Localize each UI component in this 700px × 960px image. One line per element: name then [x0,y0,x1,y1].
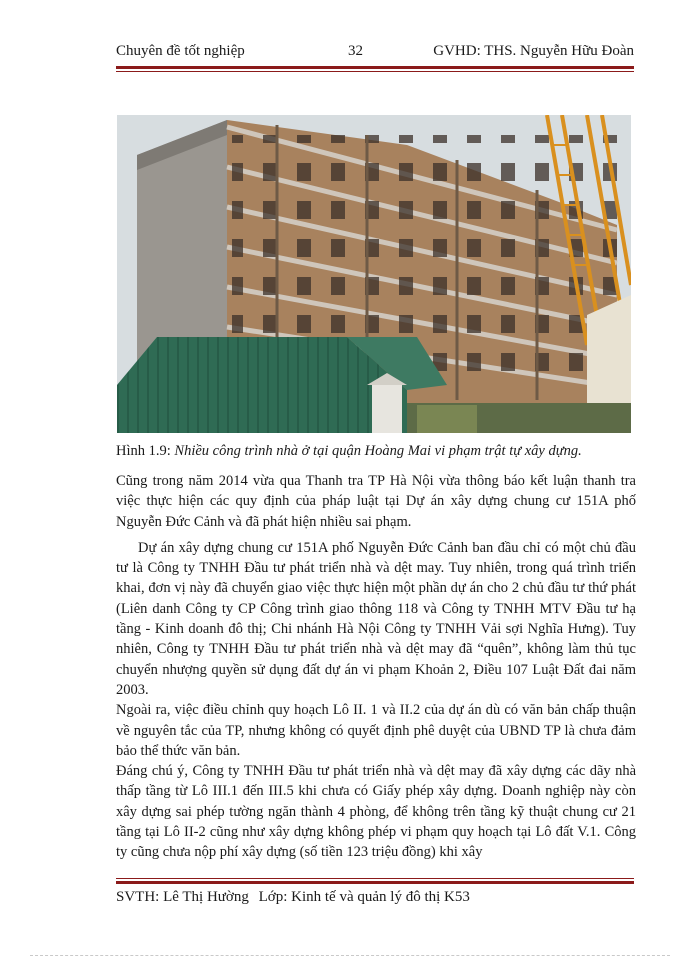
caption-label: Hình 1.9: [116,443,171,459]
body-text [116,471,636,863]
header-document-type: Chuyên đề tốt nghiệp [116,43,245,59]
header-supervisor: GVHD: THS. Nguyễn Hữu Đoàn [433,43,634,59]
paragraph-4: Đáng chú ý, Công ty TNHH Đầu tư phát triển nhà và dệt may đã xây dựng các dãy nhà thấp tầng từ Lô III.1 đến III.5 khi chưa có Giấy phép xây dựng. Doanh nghiệp này còn xây dựng sai phép tường ngăn thành 4 phòng, để không trên tầng kỹ thuật chung cư 21 tầng tại Lô II-2 cũng như xây dựng không phép vi phạm quy hoạch tại Lô đất V.1. Công ty cũng chưa nộp phí xây dựng (số tiền 123 triệu đồng) khi xây [116,763,636,861]
page-edge-divider [30,955,670,956]
paragraph-2: Dự án xây dựng chung cư 151A phố Nguyễn Đức Cảnh ban đầu chỉ có một chủ đầu tư là Công ty TNHH Đầu tư phát triển nhà và dệt may. Tuy nhiên, trong quá trình triển khai, đơn vị này đã chuyển giao việc thực hiện một phần dự án cho 2 chủ đầu tư thứ phát (Liên danh Công ty CP Công trình giao thông 118 và Công ty TNHH MTV Đầu tư hạ tầng - Kinh doanh đô thị; Chi nhánh Hà Nội Công ty TNHH Vải sợi Nghĩa Hưng). Tuy nhiên, Công ty TNHH Đầu tư phát triển nhà và dệt may đã “quên”, không làm thủ tục chuyển nhượng quyền sử dụng đất dự án vi phạm Khoản 2, Điều 107 Luật Đất đai năm 2003. [116,539,636,698]
page-header [116,40,634,62]
paragraph-3: Ngoài ra, việc điều chỉnh quy hoạch Lô II. 1 và II.2 của dự án dù có văn bản chấp thuận về nguyên tắc của TP, nhưng không có quyết định phê duyệt của UBND TP là chưa đảm bảo thể thức văn bản. [116,702,636,759]
page-footer [116,886,634,908]
footer-student: SVTH: Lê Thị Hường [116,889,249,905]
header-rule-thin [116,71,634,72]
caption-text: Nhiều công trình nhà ở tại quận Hoàng Mai vi phạm trật tự xây dựng. [170,443,582,459]
paragraph-1: Cũng trong năm 2014 vừa qua Thanh tra TP Hà Nội vừa thông báo kết luận thanh tra việc thực hiện các quy định của pháp luật tại Dự án xây dựng chung cư 151A phố Nguyễn Đức Cảnh và đã phát hiện nhiều sai phạm. [116,473,636,530]
footer-rule-thin [116,878,634,879]
figure-caption [116,440,636,462]
footer-class: Lớp: Kinh tế và quản lý đô thị K53 [258,889,470,905]
header-rule-thick [116,66,634,69]
construction-building-photo [117,115,631,433]
header-page-number: 32 [348,43,363,59]
footer-rule-thick [116,881,634,884]
